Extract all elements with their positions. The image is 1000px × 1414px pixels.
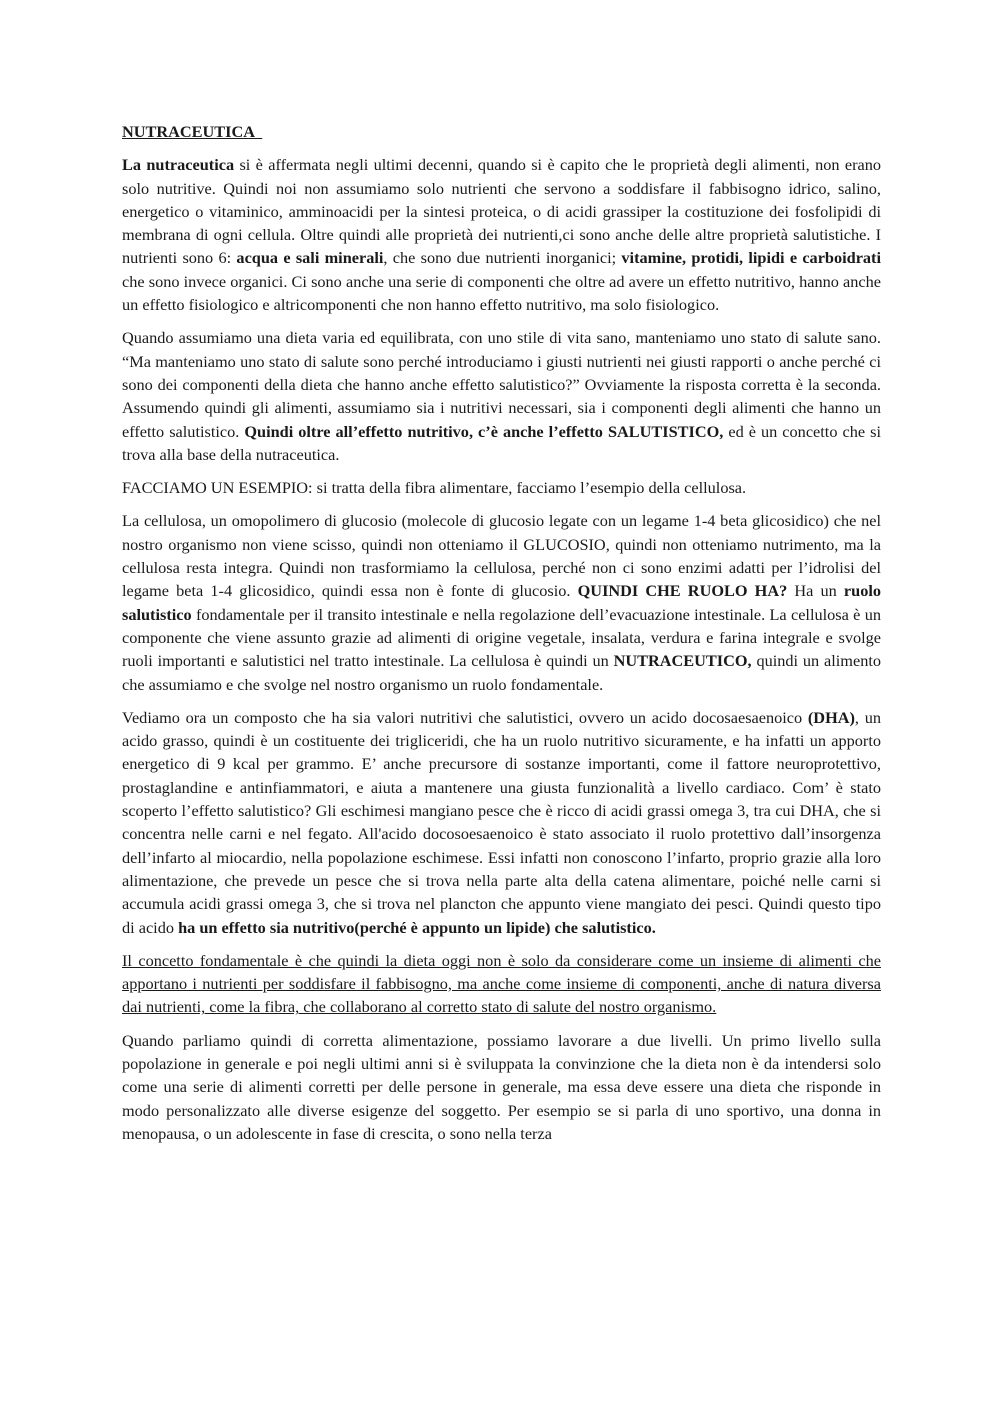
bold-text: QUINDI CHE RUOLO HA? xyxy=(577,581,788,601)
body-text: Vediamo ora un composto che ha sia valori nutritivi che salutistici, ovvero un acido docosaesaenoico xyxy=(122,707,808,727)
bold-text: acqua e sali minerali xyxy=(236,248,384,268)
paragraph-nutrition-levels: Quando parliamo quindi di corretta alimentazione, possiamo lavorare a due livelli. Un primo livello sulla popolazione in generale e poi negli ultimi anni si è sviluppata la convinzione che la dieta non è da intendersi solo come una serie di alimenti corretti per delle persone in generale, ma essa deve essere una dieta che risponde in modo personalizzato alle diverse esigenze del soggetto. Per esempio se si parla di uno sportivo, una donna in menopausa, o un adolescente in fase di crescita, o sono nella terza xyxy=(122,1030,881,1143)
bold-text: Quindi oltre all’effetto nutritivo, c’è anche l’effetto SALUTISTICO, xyxy=(244,421,724,441)
body-text: , un acido grasso, quindi è un costituente dei trigliceridi, che ha un ruolo nutritivo sicuramente, e ha infatti un apporto energetico di 9 kcal per grammo. E’ anche precursore di sostanze importanti, come il fattore neuroprotettivo, prostaglandine e antinfiammatori, e aiuta a mantenere una giusta funzionalità a livello cardiaco. Com’ è stato scoperto l’effetto salutistico? Gli eschimesi mangiano pesce che è ricco di acidi grassi omega 3, tra cui DHA, che si concentra nelle carni e nel fegato. All'acido docosoesaenoico è stato associato il ruolo protettivo dall’insorgenza dell’infarto al miocardio, nella popolazione eschimese. Essi infatti non conoscono l’infarto, proprio grazie alla loro alimentazione, che prevede un pesce che si trova nella parte alta della catena alimentare, poiché nelle carni si accumula acidi grassi omega 3, che si trova nel plancton che appunto viene mangiato dei pesci. Quindi questo tipo di acido xyxy=(122,707,882,937)
body-text: quindi un alimento che assumiamo e che svolge nel nostro organismo un ruolo fondamentale. xyxy=(122,651,881,694)
body-text: , che sono due nutrienti inorganici; xyxy=(383,248,622,268)
body-text: si è affermata negli ultimi decenni, quando si è capito che le proprietà degli alimenti, non erano solo nutritive. Quindi noi non assumiamo solo nutrienti che servono a soddisfare il fabbisogno idrico, salino, energetico o vitaminico, amminoacidi per la sintesi proteica, o di acidi grassiper la costituzione dei fosfolipidi di membrana di ogni cellula. Oltre quindi alle proprietà dei nutrienti,ci sono anche delle altre proprietà salutistiche. I nutrienti sono 6: xyxy=(122,155,882,268)
bold-text: ha un effetto sia nutritivo(perché è appunto un lipide) che salutistico. xyxy=(178,917,656,937)
body-text: ed è un concetto che si trova alla base della nutraceutica. xyxy=(122,421,881,464)
bold-text: ruolo salutistico xyxy=(122,581,881,624)
body-text: Quando assumiamo una dieta varia ed equilibrata, con uno stile di vita sano, manteniamo uno stato di salute sano. “Ma manteniamo uno stato di salute sono perché introduciamo i giusti nutrienti nei giusti rapporti o anche perché ci sono dei componenti della dieta che hanno anche effetto salutistico?” Ovviamente la risposta corretta è la seconda. Assumendo quindi gli alimenti, assumiamo sia i nutritivi necessari, sia i componenti degli alimenti che hanno un effetto salutistico. xyxy=(122,328,881,441)
paragraph-intro xyxy=(122,153,881,316)
bold-text: vitamine, protidi, lipidi e carboidrati xyxy=(621,248,882,268)
bold-text: La nutraceutica xyxy=(122,155,235,175)
document-title: NUTRACEUTICA xyxy=(122,122,263,141)
body-text: fondamentale per il transito intestinale e nella regolazione dell’evacuazione intestinale. La cellulosa è un componente che viene assunto grazie ad alimenti di origine vegetale, insalata, verdura e farina integrale e svolge ruoli importanti e salutistici nel tratto intestinale. La cellulosa è quindi un xyxy=(122,604,881,671)
paragraph-dha xyxy=(122,706,881,939)
paragraph-key-concept: Il concetto fondamentale è che quindi la dieta oggi non è solo da considerare come un insieme di alimenti che apportano i nutrienti per soddisfare il fabbisogno, ma anche come insieme di componenti, anche di natura diversa dai nutrienti, come la fibra, che collaborano al corretto stato di salute del nostro organismo. xyxy=(122,950,881,1017)
paragraph-cellulose xyxy=(122,509,881,695)
body-text: Ha un xyxy=(787,581,844,601)
bold-text: NUTRACEUTICO, xyxy=(613,651,752,671)
body-text: che sono invece organici. Ci sono anche una serie di componenti che oltre ad avere un effetto nutritivo, hanno anche un effetto fisiologico e altricomponenti che non hanno effetto nutritivo, ma solo fisiologico. xyxy=(122,271,881,315)
body-text: La cellulosa, un omopolimero di glucosio (molecole di glucosio legate con un legame 1-4 beta glicosidico) che nel nostro organismo non viene scisso, quindi non otteniamo il GLUCOSIO, quindi non otteniamo nutrimento, ma la cellulosa resta integra. Quindi non trasformiamo la cellulosa, perché non ci sono enzimi adatti per l’idrolisi del legame beta 1-4 glicosidico, quindi essa non è fonte di glucosio. xyxy=(122,511,881,601)
paragraph-diet xyxy=(122,326,881,466)
paragraph-example: FACCIAMO UN ESEMPIO: si tratta della fibra alimentare, facciamo l’esempio della cellulosa. xyxy=(122,478,747,498)
bold-text: (DHA) xyxy=(807,707,855,727)
document-body xyxy=(122,120,881,1155)
